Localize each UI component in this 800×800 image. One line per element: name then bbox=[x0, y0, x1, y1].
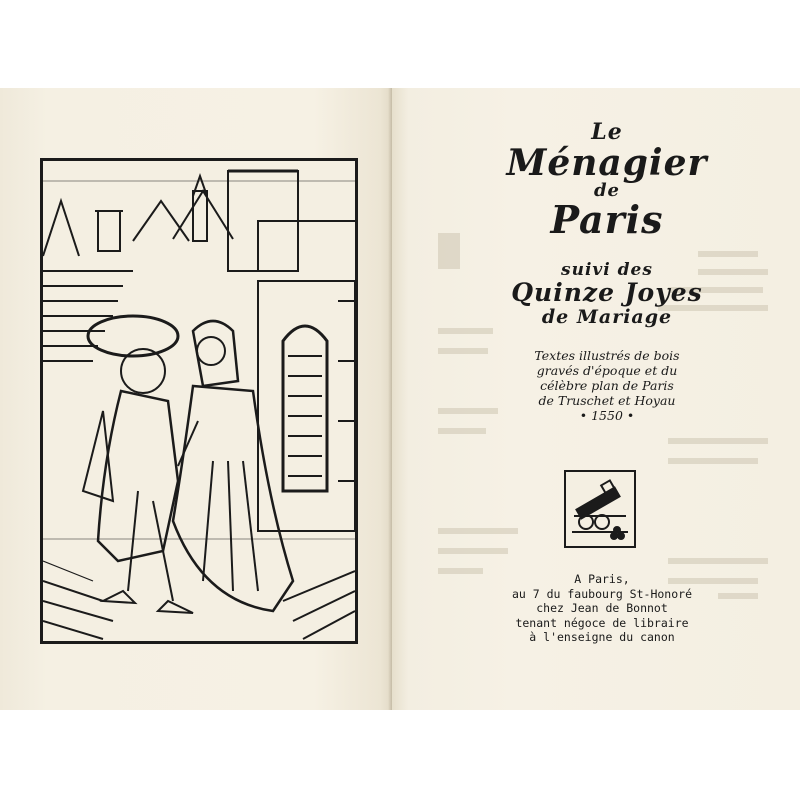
woodcut-illustration bbox=[40, 158, 358, 644]
right-page bbox=[392, 88, 800, 710]
book-spread bbox=[0, 88, 800, 710]
imprint-line: A Paris, bbox=[574, 572, 630, 586]
subtitle-line: gravés d'époque et du bbox=[536, 363, 678, 378]
title-block bbox=[492, 120, 722, 424]
imprint-block bbox=[482, 572, 722, 645]
second-title-line2: de Mariage bbox=[541, 306, 673, 328]
imprint-line: à l'enseigne du canon bbox=[529, 630, 675, 644]
second-title-line1: Quinze Joyes bbox=[511, 278, 703, 307]
canon-icon bbox=[564, 470, 636, 548]
suivi-des-text: suivi des bbox=[561, 260, 653, 280]
title-line-le: Le bbox=[591, 119, 623, 145]
imprint-line: chez Jean de Bonnot bbox=[536, 601, 668, 615]
subtitle-line: de Truschet et Hoyau bbox=[538, 393, 676, 408]
imprint-line: tenant négoce de libraire bbox=[515, 615, 689, 630]
subtitle-line: célèbre plan de Paris bbox=[540, 378, 674, 393]
woodcut-couple-image bbox=[43, 161, 355, 641]
title-line-de: de bbox=[593, 180, 621, 201]
subtitle-line: Textes illustrés de bois bbox=[534, 348, 680, 363]
left-page bbox=[0, 88, 392, 710]
publication-year: • 1550 • bbox=[579, 408, 635, 423]
title-line-menagier: Ménagier bbox=[506, 142, 708, 184]
subtitle-block bbox=[492, 348, 722, 424]
imprint-line: au 7 du faubourg St-Honoré bbox=[511, 586, 692, 601]
title-line-paris: Paris bbox=[550, 197, 664, 242]
